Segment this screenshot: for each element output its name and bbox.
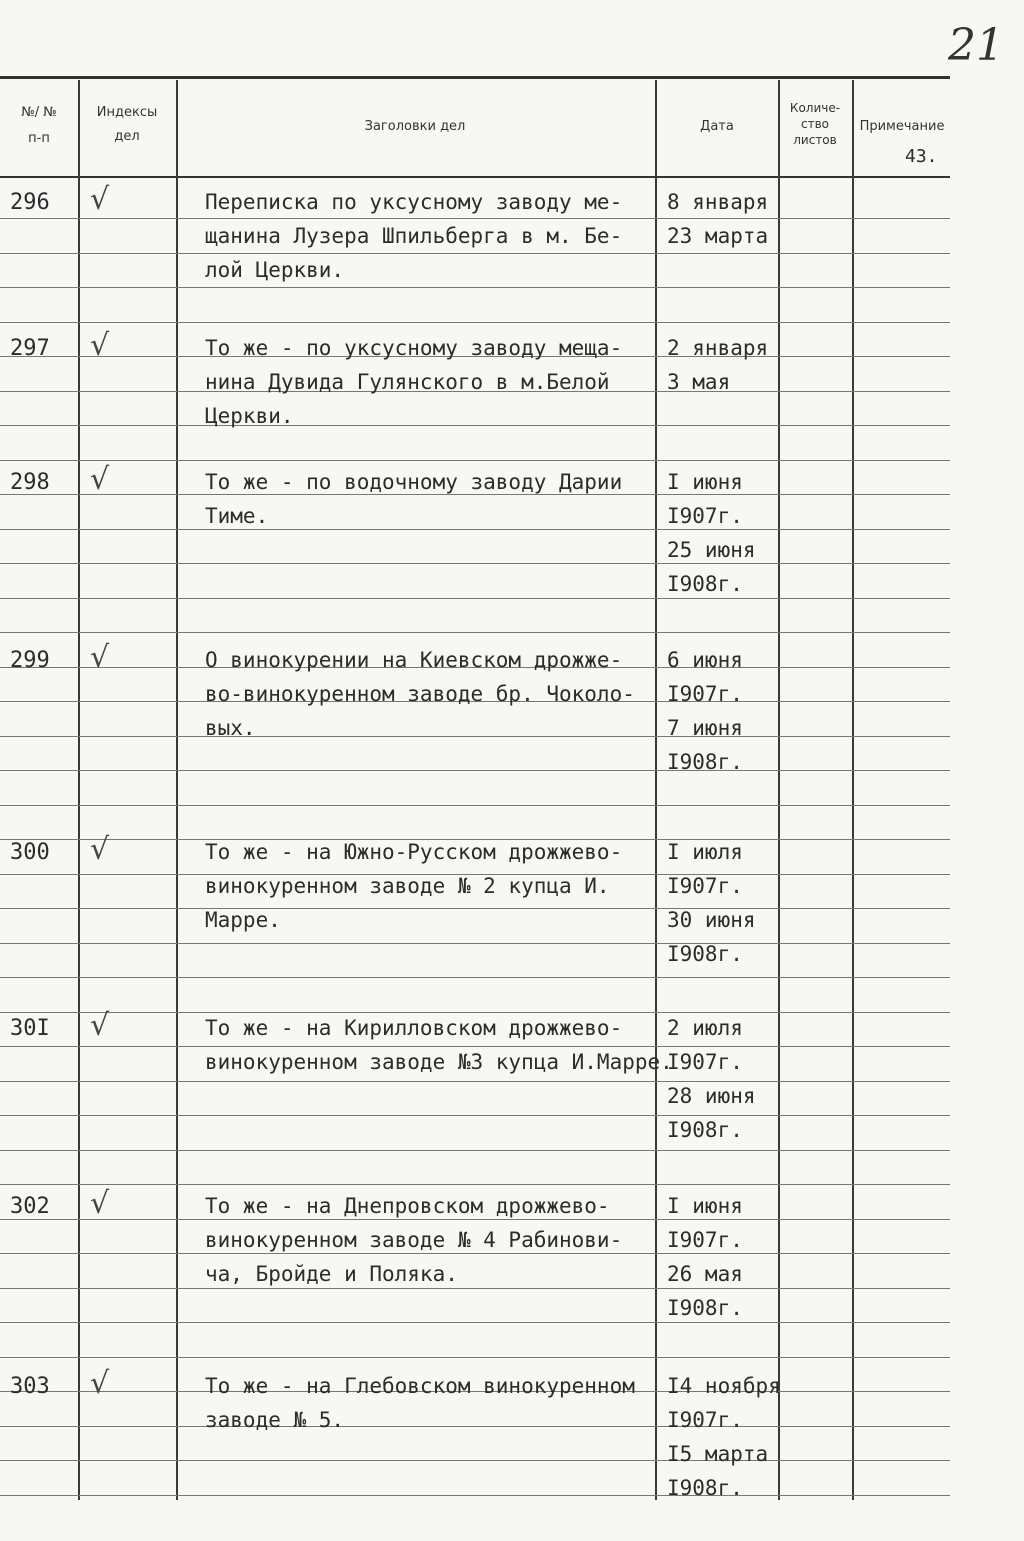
ruled-line xyxy=(0,253,950,254)
row-title-line: во-винокуренном заводе бр. Чоколо- xyxy=(205,682,635,706)
header-index xyxy=(82,104,172,146)
row-date-line: 8 января xyxy=(667,190,769,214)
row-number: 30I xyxy=(10,1016,50,1041)
row-date-line: I907г. xyxy=(667,1228,743,1252)
header-num-sub: п-п xyxy=(28,131,50,146)
row-title-line: Тиме. xyxy=(205,504,269,528)
ruled-line xyxy=(0,1012,950,1013)
ruled-line xyxy=(0,1150,950,1151)
row-number: 302 xyxy=(10,1194,50,1219)
header-count xyxy=(780,100,850,148)
ruled-line xyxy=(0,218,950,219)
row-date-line: I июля xyxy=(667,840,743,864)
checkmark-icon: √ xyxy=(90,1366,110,1401)
row-number: 298 xyxy=(10,470,50,495)
row-date-line: I908г. xyxy=(667,572,743,596)
ruled-line xyxy=(0,1357,950,1358)
row-date-line: 2 января xyxy=(667,336,769,360)
header-date: Дата xyxy=(700,119,734,134)
ruled-line xyxy=(0,1219,950,1220)
ruled-line xyxy=(0,322,950,323)
ruled-line xyxy=(0,736,950,737)
checkmark-icon: √ xyxy=(90,182,110,217)
ruled-line xyxy=(0,908,950,909)
row-date-line: 25 июня xyxy=(667,538,756,562)
ruled-line xyxy=(0,977,950,978)
row-title-line: винокуренном заводе №3 купца И.Марре. xyxy=(205,1050,673,1074)
row-date-line: I908г. xyxy=(667,1476,743,1500)
ruled-line xyxy=(0,529,950,530)
checkmark-icon: √ xyxy=(90,462,110,497)
row-title-line: заводе № 5. xyxy=(205,1408,345,1432)
checkmark-icon: √ xyxy=(90,832,110,867)
row-date-line: 23 марта xyxy=(667,224,769,248)
row-date-line: I907г. xyxy=(667,1050,743,1074)
row-date-line: 7 июня xyxy=(667,716,743,740)
row-title-line: То же - по водочному заводу Дарии xyxy=(205,470,623,494)
row-title-line: нина Дувида Гулянского в м.Белой xyxy=(205,370,610,394)
row-date-line: I5 марта xyxy=(667,1442,769,1466)
header-title: Заголовки дел xyxy=(364,119,466,134)
ruled-line xyxy=(0,1495,950,1496)
row-date-line: 26 мая xyxy=(667,1262,743,1286)
row-date-line: I907г. xyxy=(667,682,743,706)
header-count-3: листов xyxy=(793,133,837,147)
header-count-2: ство xyxy=(800,117,829,131)
checkmark-icon: √ xyxy=(90,1186,110,1221)
ruled-line xyxy=(0,425,950,426)
ruled-line xyxy=(0,1046,950,1047)
column-divider-5 xyxy=(852,80,854,1500)
header-num-label: №/ № xyxy=(21,105,57,120)
checkmark-icon: √ xyxy=(90,328,110,363)
row-number: 303 xyxy=(10,1374,50,1399)
row-date-line: I июня xyxy=(667,1194,743,1218)
row-title-line: ча, Бройде и Поляка. xyxy=(205,1262,458,1286)
row-title-line: Церкви. xyxy=(205,404,294,428)
row-title-line: То же - на Южно-Русском дрожжево- xyxy=(205,840,623,864)
ruled-line xyxy=(0,598,950,599)
row-date-line: 30 июня xyxy=(667,908,756,932)
column-divider-3 xyxy=(655,80,657,1500)
row-title-line: Переписка по уксусному заводу ме- xyxy=(205,190,623,214)
folio-number: 21 xyxy=(948,20,1004,71)
row-date-line: I908г. xyxy=(667,750,743,774)
ruled-line xyxy=(0,1460,950,1461)
row-title-line: Марре. xyxy=(205,908,281,932)
ruled-line xyxy=(0,632,950,633)
row-number: 299 xyxy=(10,648,50,673)
header-note-value: 43. xyxy=(905,146,938,167)
ruled-line xyxy=(0,494,950,495)
ruled-line xyxy=(0,460,950,461)
ruled-line xyxy=(0,1426,950,1427)
row-number: 300 xyxy=(10,840,50,865)
ruled-line xyxy=(0,1253,950,1254)
ruled-line xyxy=(0,805,950,806)
ruled-line xyxy=(0,770,950,771)
row-title-line: щанина Лузера Шпильберга в м. Бе- xyxy=(205,224,623,248)
row-date-line: I4 ноября xyxy=(667,1374,781,1398)
row-title-line: винокуренном заводе № 4 Рабинови- xyxy=(205,1228,623,1252)
header-index-sub: дел xyxy=(114,129,140,144)
row-date-line: I907г. xyxy=(667,874,743,898)
column-divider-1 xyxy=(78,80,80,1500)
row-date-line: I908г. xyxy=(667,942,743,966)
row-date-line: I907г. xyxy=(667,504,743,528)
checkmark-icon: √ xyxy=(90,1008,110,1043)
ruled-line xyxy=(0,1184,950,1185)
ruled-line xyxy=(0,1081,950,1082)
row-date-line: I июня xyxy=(667,470,743,494)
row-number: 296 xyxy=(10,190,50,215)
row-title-line: То же - по уксусному заводу меща- xyxy=(205,336,623,360)
row-date-line: 28 июня xyxy=(667,1084,756,1108)
header-index-label: Индексы xyxy=(96,105,158,120)
row-title-line: То же - на Кирилловском дрожжево- xyxy=(205,1016,623,1040)
checkmark-icon: √ xyxy=(90,640,110,675)
row-date-line: 3 мая xyxy=(667,370,731,394)
header-count-1: Количе- xyxy=(789,101,841,115)
row-title-line: О винокурении на Киевском дрожже- xyxy=(205,648,623,672)
column-divider-2 xyxy=(176,80,178,1500)
ruled-line xyxy=(0,287,950,288)
row-date-line: I907г. xyxy=(667,1408,743,1432)
row-title-line: вых. xyxy=(205,716,256,740)
row-title-line: То же - на Днепровском дрожжево- xyxy=(205,1194,610,1218)
table-header-border xyxy=(0,176,950,178)
row-date-line: 2 июля xyxy=(667,1016,743,1040)
ruled-line xyxy=(0,1288,950,1289)
row-date-line: 6 июня xyxy=(667,648,743,672)
row-number: 297 xyxy=(10,336,50,361)
ruled-line xyxy=(0,563,950,564)
row-title-line: лой Церкви. xyxy=(205,258,345,282)
ruled-line xyxy=(0,943,950,944)
row-title-line: То же - на Глебовском винокуренном xyxy=(205,1374,635,1398)
ruled-line xyxy=(0,1115,950,1116)
column-divider-4 xyxy=(778,80,780,1500)
row-date-line: I908г. xyxy=(667,1118,743,1142)
table-top-border xyxy=(0,76,950,79)
row-date-line: I908г. xyxy=(667,1296,743,1320)
header-note: Примечание xyxy=(859,119,945,134)
row-title-line: винокуренном заводе № 2 купца И. xyxy=(205,874,610,898)
header-num xyxy=(4,104,74,148)
ruled-line xyxy=(0,1322,950,1323)
